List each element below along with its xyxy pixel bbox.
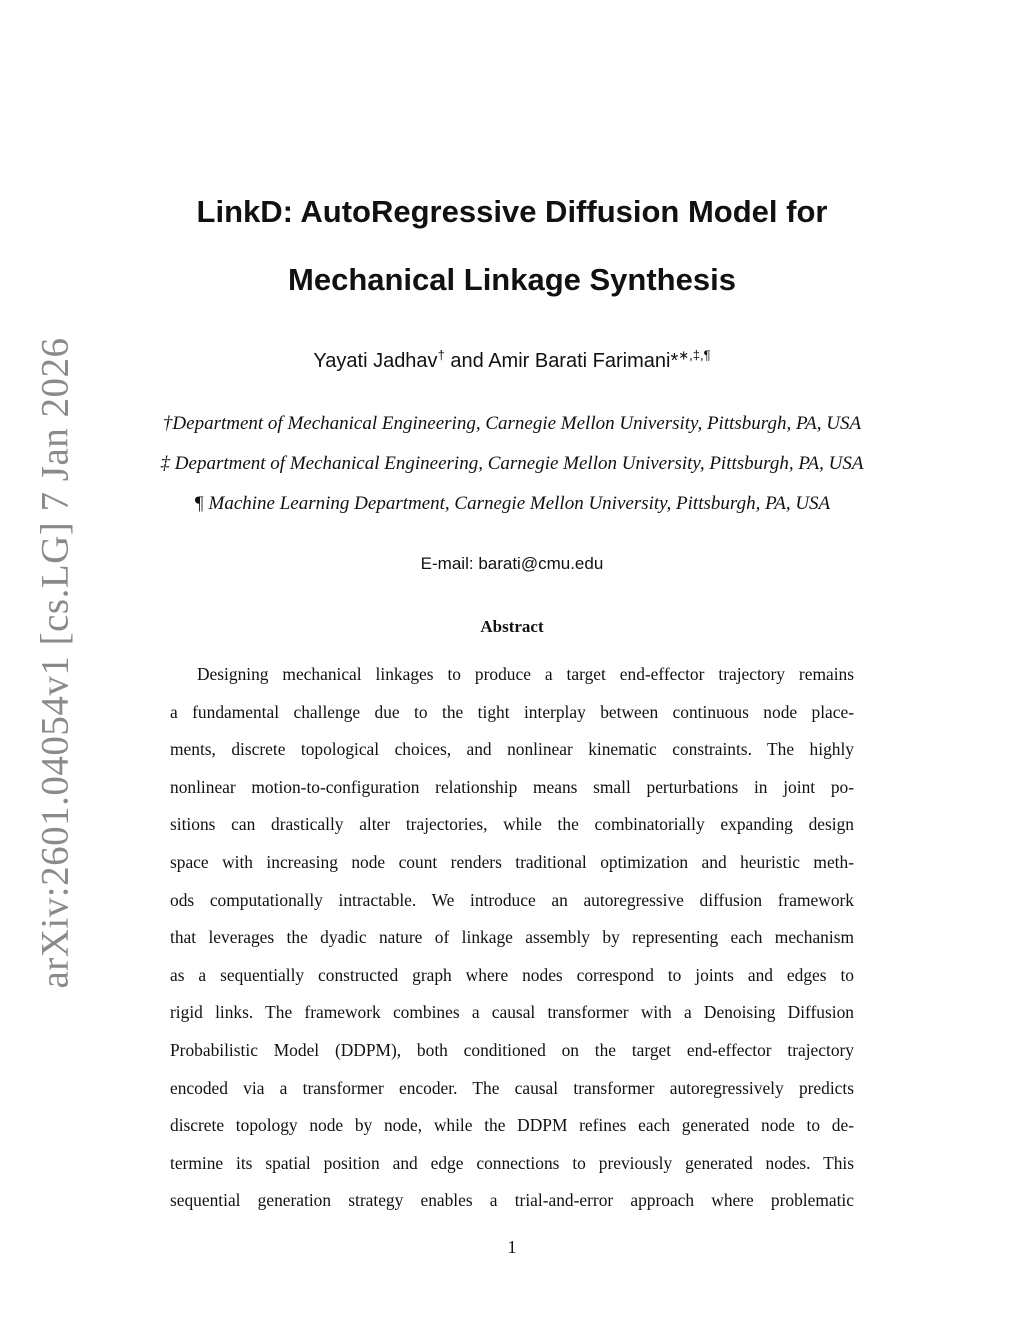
affiliation-line: ‡ Department of Mechanical Engineering, Carnegie Mellon University, Pittsburgh, PA, USA xyxy=(160,453,864,474)
contact-email xyxy=(0,554,1024,574)
paper-title-line-1: LinkD: AutoRegressive Diffusion Model for xyxy=(196,194,828,229)
author-name: Amir Barati Farimani* xyxy=(488,350,679,372)
paper-title-line-2: Mechanical Linkage Synthesis xyxy=(288,262,736,297)
author-name: Yayati Jadhav xyxy=(313,350,438,372)
arxiv-identifier-stamp: arXiv:2601.04054v1 [cs.LG] 7 Jan 2026 xyxy=(33,337,77,989)
abstract-line: a fundamental challenge due to the tight interplay between continuous node place- xyxy=(170,701,854,722)
abstract-line: termine its spatial position and edge connections to previously generated nodes. This xyxy=(170,1152,854,1173)
abstract-line: Designing mechanical linkages to produce a target end-effector trajectory remains xyxy=(197,664,854,684)
abstract-line: discrete topology node by node, while the DDPM refines each generated node to de- xyxy=(170,1115,854,1136)
abstract-line: sequential generation strategy enables a trial-and-error approach where problematic xyxy=(170,1190,854,1211)
email-label: E-mail: xyxy=(420,554,474,573)
author-affiliation-mark: ∗,‡,¶ xyxy=(678,347,711,363)
author-affiliation-mark: † xyxy=(437,347,445,363)
abstract-line: ods computationally intractable. We introduce an autoregressive diffusion framework xyxy=(170,889,854,910)
abstract-line: that leverages the dyadic nature of linkage assembly by representing each mechanism xyxy=(170,927,854,948)
abstract-body xyxy=(170,660,854,1224)
abstract-line: Probabilistic Model (DDPM), both conditioned on the target end-effector trajectory xyxy=(170,1039,854,1060)
abstract-heading: Abstract xyxy=(480,617,544,636)
affiliation-line: ¶ Machine Learning Department, Carnegie Mellon University, Pittsburgh, PA, USA xyxy=(193,493,831,514)
abstract-line: sitions can drastically alter trajectories, while the combinatorially expanding design xyxy=(170,814,854,835)
page-number: 1 xyxy=(507,1237,517,1257)
abstract-line: as a sequentially constructed graph where nodes correspond to joints and edges to xyxy=(170,964,854,985)
abstract-line: nonlinear motion-to-configuration relationship means small perturbations in joint po- xyxy=(170,776,854,797)
abstract-line: encoded via a transformer encoder. The causal transformer autoregressively predicts xyxy=(170,1077,854,1098)
author-connector: and xyxy=(444,350,489,372)
affiliation-line: †Department of Mechanical Engineering, Carnegie Mellon University, Pittsburgh, PA, USA xyxy=(162,413,862,434)
abstract-line: rigid links. The framework combines a causal transformer with a Denoising Diffusion xyxy=(170,1002,854,1023)
author-list xyxy=(0,347,1024,373)
abstract-line: space with increasing node count renders traditional optimization and heuristic meth- xyxy=(170,851,854,872)
email-address[interactable]: barati@cmu.edu xyxy=(478,554,604,573)
abstract-line: ments, discrete topological choices, and nonlinear kinematic constraints. The highly xyxy=(170,739,854,760)
